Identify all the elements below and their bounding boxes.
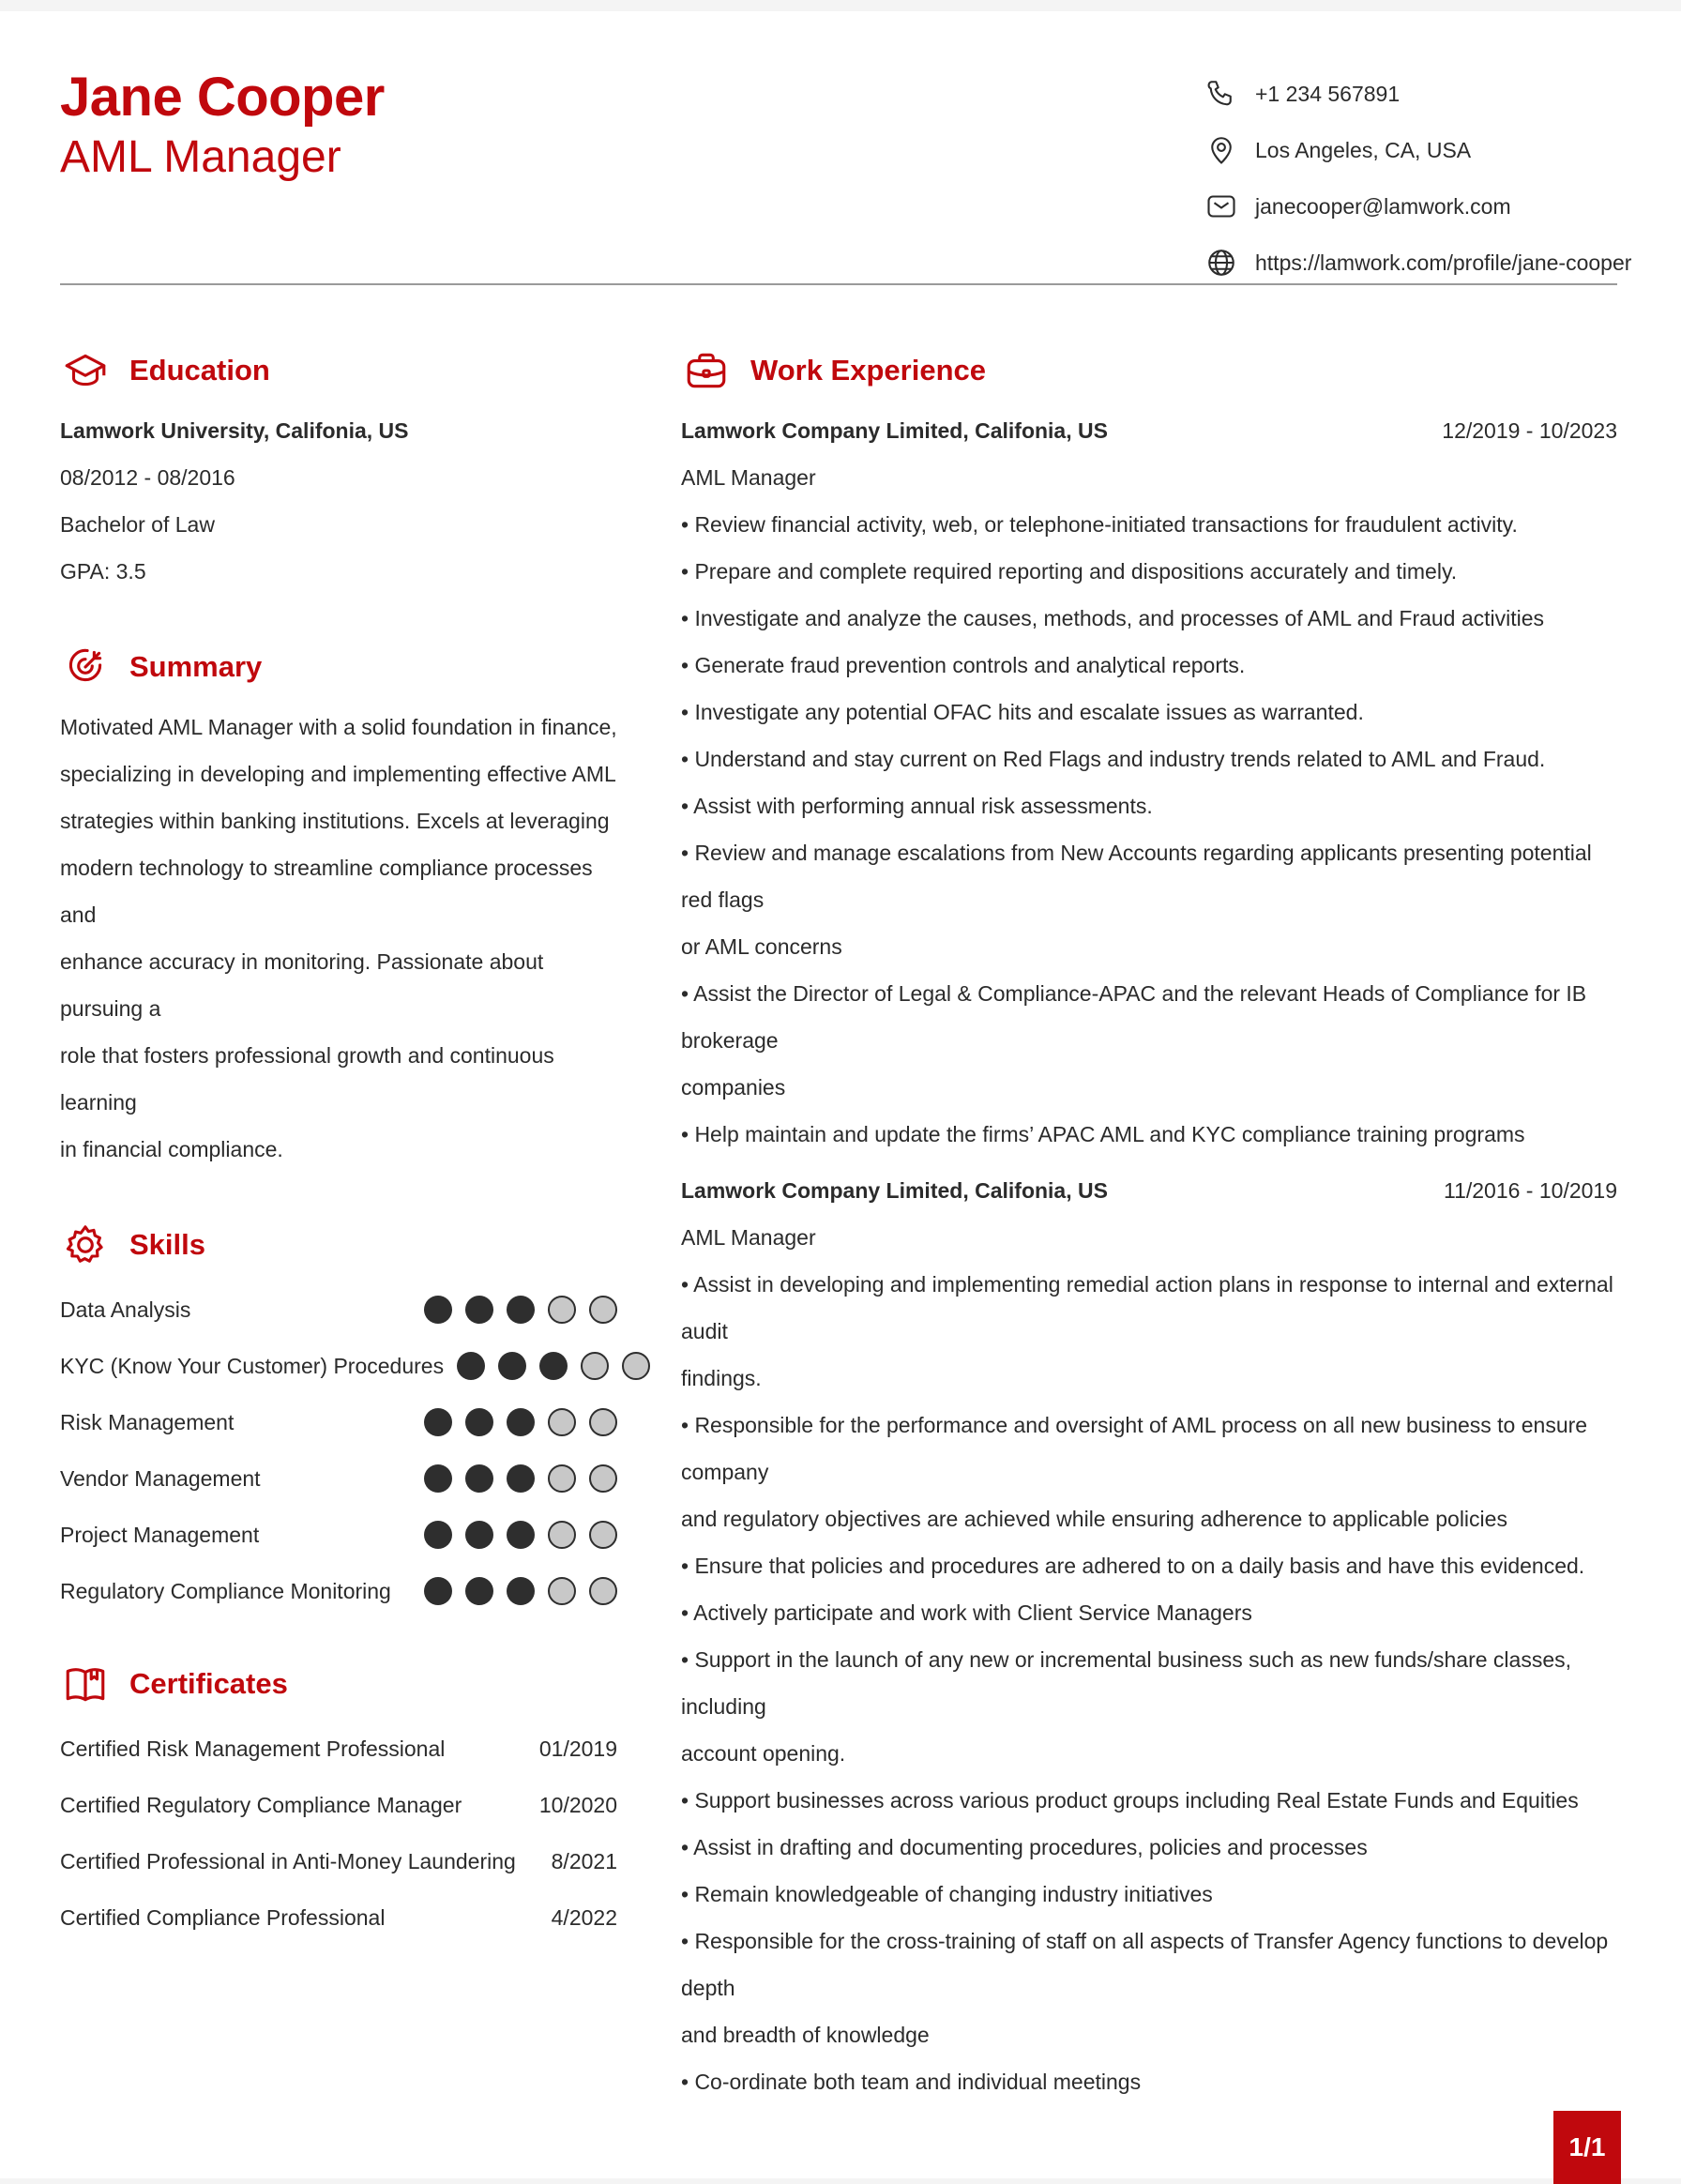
skill-rating (411, 1464, 617, 1493)
candidate-name: Jane Cooper (60, 67, 385, 128)
resume-page (0, 11, 1681, 2178)
contact-list (1203, 66, 1643, 291)
rating-dot-empty (622, 1352, 650, 1380)
rating-dot-empty (589, 1577, 617, 1605)
target-icon (60, 642, 111, 692)
skills-section (60, 1208, 617, 1619)
summary-line: enhance accuracy in monitoring. Passionate about pursuing a (60, 949, 544, 1021)
summary-line: modern technology to streamline compliance processes and (60, 856, 593, 927)
rating-dot-empty (548, 1408, 576, 1436)
right-column (681, 334, 1617, 2105)
rating-dot-empty (548, 1464, 576, 1493)
contact-location (1203, 122, 1643, 178)
contact-email-text: janecooper@lamwork.com (1255, 193, 1511, 219)
job-bullets (681, 1261, 1617, 2105)
skill-name: Vendor Management (60, 1465, 261, 1491)
summary-section (60, 630, 617, 1173)
job-bullet-line: findings. (681, 1366, 762, 1390)
certificate-name: Certified Risk Management Professional (60, 1736, 446, 1761)
education-section (60, 334, 617, 595)
rating-dot-empty (548, 1577, 576, 1605)
skill-row (60, 1338, 617, 1394)
education-heading: Education (129, 354, 270, 387)
certificate-date: 01/2019 (538, 1736, 617, 1761)
certificate-row (60, 1777, 617, 1833)
education-gpa: GPA: 3.5 (60, 559, 146, 584)
job-role: AML Manager (681, 1225, 816, 1250)
candidate-title: AML Manager (60, 132, 341, 182)
job-dates: 12/2019 - 10/2023 (1442, 418, 1617, 443)
job-company: Lamwork Company Limited, Califonia, US (681, 1178, 1108, 1203)
page-indicator: 1/1 (1553, 2111, 1621, 2184)
education-dates: 08/2012 - 08/2016 (60, 465, 235, 490)
globe-icon (1203, 244, 1240, 281)
job-entry (681, 407, 1617, 1158)
job-bullet-line: • Review financial activity, web, or telephone-initiated transactions for fraudulent activity. (681, 512, 1518, 537)
job-role: AML Manager (681, 465, 816, 490)
rating-dot-filled (507, 1577, 535, 1605)
job-bullet-line: • Responsible for the performance and oversight of AML process on all new business to ensure company (681, 1413, 1588, 1484)
certificate-row (60, 1721, 617, 1777)
skill-row (60, 1282, 617, 1338)
skills-list (60, 1282, 617, 1619)
job-bullet-line: • Assist the Director of Legal & Compliance-APAC and the relevant Heads of Compliance for IB brokerage (681, 981, 1587, 1053)
rating-dot-filled (424, 1296, 452, 1324)
summary-text (60, 704, 617, 1173)
skill-name: Regulatory Compliance Monitoring (60, 1578, 391, 1603)
rating-dot-filled (507, 1464, 535, 1493)
left-column (60, 334, 617, 1946)
skill-name: Data Analysis (60, 1297, 191, 1322)
job-bullet-line: • Investigate and analyze the causes, methods, and processes of AML and Fraud activities (681, 606, 1545, 630)
job-bullet-line: • Generate fraud prevention controls and analytical reports. (681, 653, 1246, 677)
job-company: Lamwork Company Limited, Califonia, US (681, 418, 1108, 443)
certificates-section (60, 1647, 617, 1946)
skill-rating (411, 1296, 617, 1324)
rating-dot-filled (424, 1408, 452, 1436)
job-bullet-line: • Assist in developing and implementing remedial action plans in response to internal and external audit (681, 1272, 1613, 1343)
rating-dot-empty (589, 1521, 617, 1549)
rating-dot-filled (498, 1352, 526, 1380)
skill-name: Risk Management (60, 1409, 235, 1434)
summary-line: Motivated AML Manager with a solid foundation in finance, (60, 715, 617, 739)
skill-row (60, 1394, 617, 1450)
gear-icon (60, 1220, 111, 1270)
certificate-name: Certified Regulatory Compliance Manager (60, 1792, 462, 1817)
job-bullet-line: and regulatory objectives are achieved while ensuring adherence to applicable policies (681, 1507, 1507, 1531)
summary-line: strategies within banking institutions. Excels at leveraging (60, 809, 610, 833)
certificates-heading: Certificates (129, 1667, 288, 1700)
certificates-list (60, 1721, 617, 1946)
graduation-cap-icon (60, 345, 111, 396)
job-bullet-line: • Understand and stay current on Red Flags and industry trends related to AML and Fraud. (681, 747, 1546, 771)
rating-dot-filled (507, 1408, 535, 1436)
job-bullet-line: • Support in the launch of any new or incremental business such as new funds/share classes, including (681, 1647, 1572, 1719)
education-school: Lamwork University, Califonia, US (60, 418, 409, 443)
skill-row (60, 1563, 617, 1619)
rating-dot-filled (507, 1521, 535, 1549)
job-bullet-line: • Investigate any potential OFAC hits and escalate issues as warranted. (681, 700, 1364, 724)
summary-line: in financial compliance. (60, 1137, 283, 1161)
job-bullet-line: • Review and manage escalations from New Accounts regarding applicants presenting potential red flags (681, 841, 1592, 912)
book-icon (60, 1659, 111, 1709)
job-bullet-line: • Assist with performing annual risk assessments. (681, 794, 1153, 818)
skill-rating (411, 1408, 617, 1436)
rating-dot-empty (548, 1296, 576, 1324)
rating-dot-empty (581, 1352, 609, 1380)
contact-email (1203, 178, 1643, 235)
location-pin-icon (1203, 131, 1240, 169)
skill-row (60, 1450, 617, 1507)
job-bullets (681, 501, 1617, 1158)
rating-dot-empty (589, 1408, 617, 1436)
contact-website-text: https://lamwork.com/profile/jane-cooper (1255, 250, 1632, 275)
rating-dot-filled (424, 1464, 452, 1493)
contact-phone (1203, 66, 1643, 122)
job-bullet-line: • Support businesses across various product groups including Real Estate Funds and Equities (681, 1788, 1579, 1812)
certificate-date: 4/2022 (551, 1904, 617, 1930)
certificate-date: 8/2021 (551, 1848, 617, 1873)
job-bullet-line: • Remain knowledgeable of changing industry initiatives (681, 1882, 1213, 1906)
header-divider (60, 283, 1617, 285)
rating-dot-filled (507, 1296, 535, 1324)
rating-dot-filled (424, 1577, 452, 1605)
summary-line: specializing in developing and implementing effective AML (60, 762, 616, 786)
rating-dot-filled (465, 1408, 493, 1436)
job-bullet-line: • Co-ordinate both team and individual meetings (681, 2070, 1142, 2094)
rating-dot-empty (548, 1521, 576, 1549)
rating-dot-filled (465, 1464, 493, 1493)
rating-dot-filled (465, 1521, 493, 1549)
mail-icon (1203, 188, 1240, 225)
certificate-row (60, 1889, 617, 1946)
rating-dot-filled (424, 1521, 452, 1549)
job-entry (681, 1167, 1617, 2105)
rating-dot-empty (589, 1296, 617, 1324)
certificate-name: Certified Compliance Professional (60, 1904, 386, 1930)
certificate-date: 10/2020 (538, 1792, 617, 1817)
education-degree: Bachelor of Law (60, 512, 215, 537)
skill-rating (444, 1352, 650, 1380)
job-bullet-line: • Help maintain and update the firms’ APAC AML and KYC compliance training programs (681, 1122, 1525, 1146)
job-bullet-line: • Actively participate and work with Client Service Managers (681, 1600, 1252, 1625)
rating-dot-empty (589, 1464, 617, 1493)
contact-phone-text: +1 234 567891 (1255, 81, 1401, 106)
job-bullet-line: • Prepare and complete required reporting and dispositions accurately and timely. (681, 559, 1458, 584)
rating-dot-filled (465, 1296, 493, 1324)
job-bullet-line: or AML concerns (681, 934, 842, 959)
contact-website (1203, 235, 1643, 291)
rating-dot-filled (457, 1352, 485, 1380)
rating-dot-filled (539, 1352, 568, 1380)
skill-row (60, 1507, 617, 1563)
job-bullet-line: account opening. (681, 1741, 846, 1766)
job-bullet-line: and breadth of knowledge (681, 2023, 930, 2047)
briefcase-icon (681, 345, 732, 396)
job-bullet-line: companies (681, 1075, 786, 1100)
work-heading: Work Experience (750, 354, 986, 387)
certificate-row (60, 1833, 617, 1889)
summary-line: role that fosters professional growth and continuous learning (60, 1043, 554, 1115)
skill-name: KYC (Know Your Customer) Procedures (60, 1353, 445, 1378)
skill-rating (411, 1521, 617, 1549)
job-bullet-line: • Assist in drafting and documenting procedures, policies and processes (681, 1835, 1368, 1859)
phone-icon (1203, 75, 1240, 113)
skill-rating (411, 1577, 617, 1605)
skills-heading: Skills (129, 1228, 205, 1261)
certificate-name: Certified Professional in Anti-Money Laundering (60, 1848, 516, 1873)
job-bullet-line: • Responsible for the cross-training of staff on all aspects of Transfer Agency functions to develop depth (681, 1929, 1609, 2000)
rating-dot-filled (465, 1577, 493, 1605)
skill-name: Project Management (60, 1522, 260, 1547)
job-dates: 11/2016 - 10/2019 (1443, 1178, 1617, 1203)
summary-heading: Summary (129, 650, 263, 683)
contact-location-text: Los Angeles, CA, USA (1255, 137, 1472, 162)
job-bullet-line: • Ensure that policies and procedures are adhered to on a daily basis and have this evidenced. (681, 1554, 1585, 1578)
